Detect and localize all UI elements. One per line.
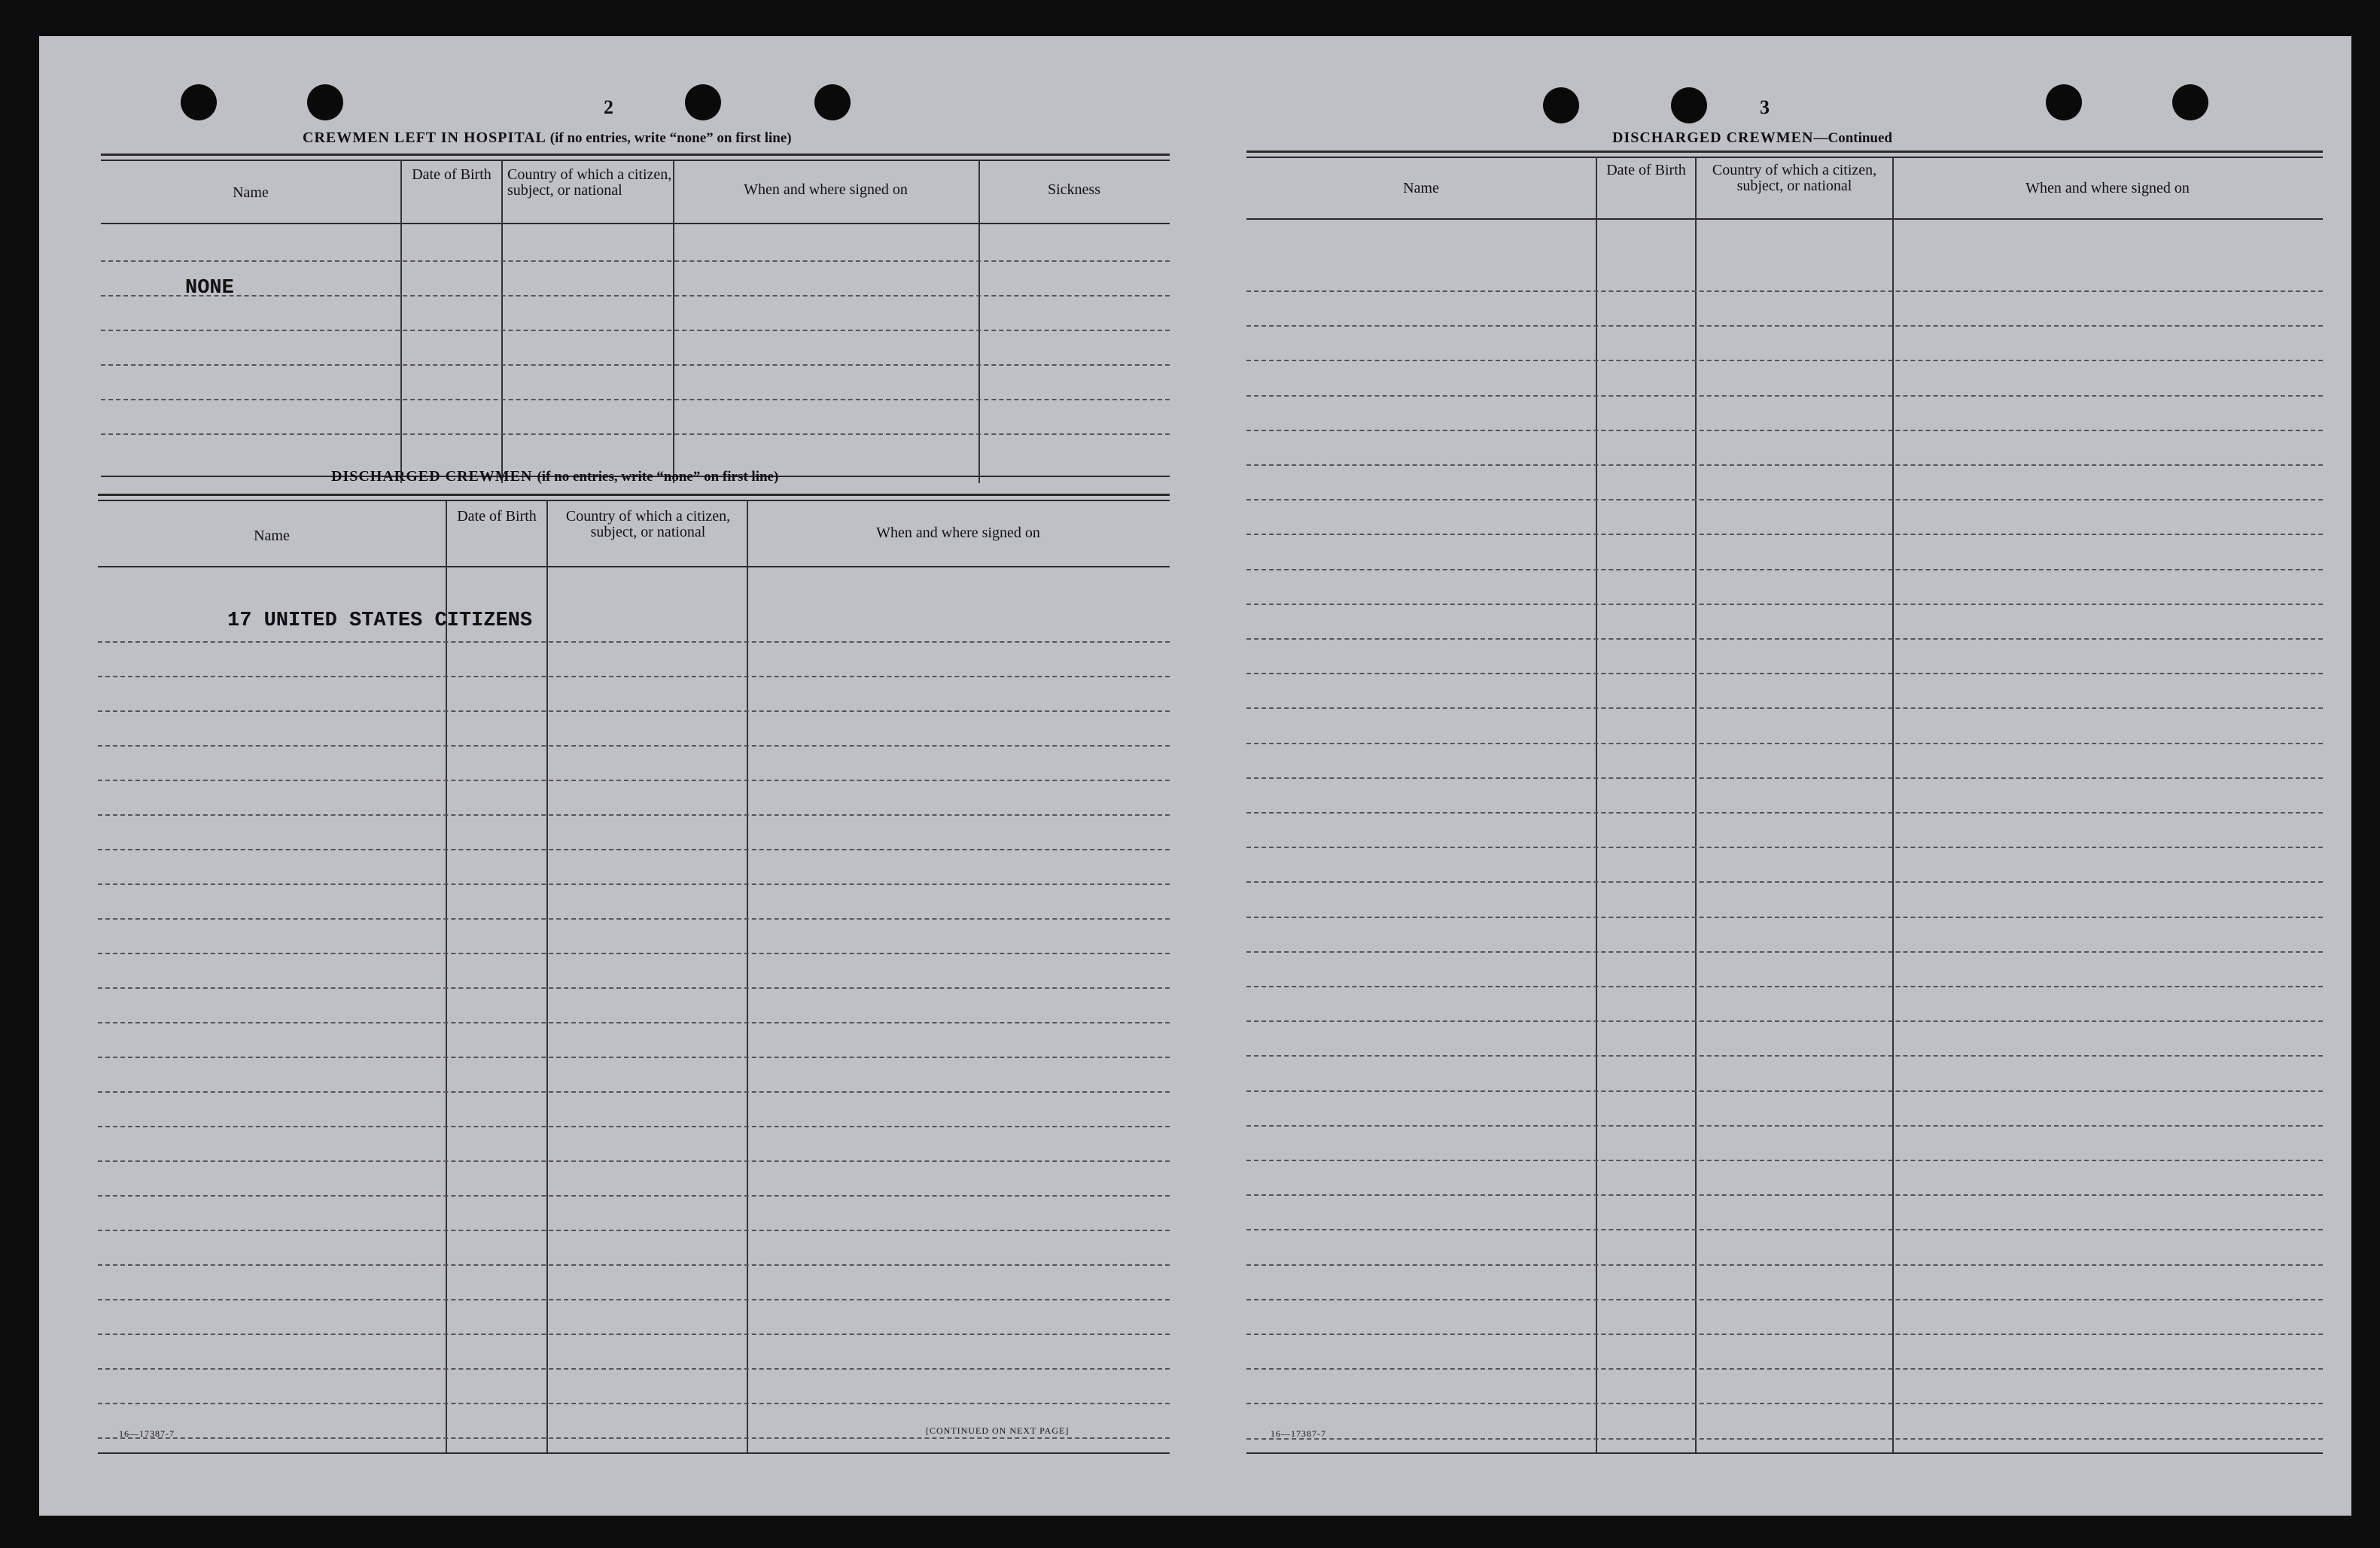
row-line bbox=[101, 330, 1170, 331]
row-line bbox=[1246, 1229, 2323, 1230]
punch-hole bbox=[2172, 84, 2208, 120]
column-header-signed-on: When and where signed on bbox=[876, 525, 1040, 541]
row-line bbox=[101, 295, 1170, 297]
header-bottom-rule bbox=[98, 566, 1170, 567]
table-top-rule bbox=[98, 494, 1170, 496]
row-line bbox=[98, 953, 1170, 954]
row-line bbox=[98, 1334, 1170, 1335]
column-header-signed-on: When and where signed on bbox=[2025, 180, 2190, 196]
header-bottom-rule bbox=[1246, 218, 2323, 220]
hospital-title-text: CREWMEN LEFT IN HOSPITAL bbox=[303, 129, 546, 146]
row-line bbox=[1246, 1438, 2323, 1440]
hospital-table bbox=[101, 154, 1170, 477]
header-bottom-rule bbox=[101, 223, 1170, 224]
discharged-instruction: (if no entries, write “none” on first line) bbox=[537, 469, 779, 485]
row-line bbox=[1246, 986, 2323, 987]
row-line bbox=[98, 918, 1170, 920]
row-line bbox=[1246, 360, 2323, 361]
column-header-name: Name bbox=[233, 184, 269, 201]
column-divider bbox=[446, 500, 447, 1454]
row-line bbox=[1246, 395, 2323, 397]
row-line bbox=[98, 1230, 1170, 1231]
row-line bbox=[1246, 569, 2323, 570]
row-line bbox=[98, 1299, 1170, 1300]
column-header-country: Country of which a citizen, subject, or national bbox=[565, 508, 731, 540]
continued-note: [CONTINUED ON NEXT PAGE] bbox=[926, 1425, 1070, 1436]
row-line bbox=[98, 849, 1170, 850]
table-bottom-rule bbox=[1246, 1452, 2323, 1454]
discharged-section-title bbox=[331, 468, 778, 485]
row-line bbox=[1246, 777, 2323, 779]
column-header-date-of-birth: Date of Birth bbox=[457, 508, 537, 525]
row-line bbox=[1246, 812, 2323, 814]
row-line bbox=[1246, 743, 2323, 744]
row-line bbox=[1246, 1264, 2323, 1266]
row-line bbox=[98, 710, 1170, 712]
table-top-rule bbox=[1246, 157, 2323, 158]
row-line bbox=[1246, 499, 2323, 500]
punch-hole bbox=[814, 84, 851, 120]
punch-hole bbox=[181, 84, 217, 120]
row-line bbox=[101, 433, 1170, 435]
row-line bbox=[98, 1403, 1170, 1404]
column-header-date-of-birth: Date of Birth bbox=[412, 166, 492, 183]
column-divider bbox=[747, 500, 748, 1454]
row-line bbox=[1246, 707, 2323, 709]
column-divider bbox=[1596, 157, 1597, 1454]
column-header-country: Country of which a citizen, subject, or national bbox=[1712, 162, 1877, 194]
column-header-name: Name bbox=[1403, 180, 1439, 196]
punch-hole bbox=[2046, 84, 2082, 120]
discharged-table-left bbox=[98, 494, 1170, 1454]
row-line bbox=[98, 1057, 1170, 1058]
table-top-rule bbox=[101, 154, 1170, 156]
form-number-left: 16—17387-7 bbox=[119, 1428, 175, 1439]
right-title-suffix: —Continued bbox=[1813, 130, 1892, 146]
column-header-sickness: Sickness bbox=[1048, 181, 1100, 198]
document-sheet bbox=[39, 36, 2351, 1516]
hospital-entry: NONE bbox=[185, 277, 234, 300]
discharged-table-right bbox=[1246, 151, 2323, 1454]
row-line bbox=[1246, 917, 2323, 918]
row-line bbox=[1246, 1020, 2323, 1022]
row-line bbox=[1246, 1125, 2323, 1127]
table-top-rule bbox=[98, 500, 1170, 501]
row-line bbox=[101, 399, 1170, 400]
punch-hole bbox=[307, 84, 343, 120]
table-top-rule bbox=[1246, 151, 2323, 153]
row-line bbox=[98, 676, 1170, 677]
row-line bbox=[1246, 1160, 2323, 1161]
page-number-right: 3 bbox=[1760, 96, 1770, 118]
row-line bbox=[1246, 638, 2323, 640]
row-line bbox=[101, 364, 1170, 366]
row-line bbox=[1246, 881, 2323, 883]
row-line bbox=[1246, 847, 2323, 848]
table-top-rule bbox=[101, 160, 1170, 161]
row-line bbox=[98, 1091, 1170, 1093]
column-divider bbox=[1695, 157, 1697, 1454]
row-line bbox=[98, 987, 1170, 989]
row-line bbox=[1246, 1090, 2323, 1092]
table-bottom-rule bbox=[98, 1452, 1170, 1454]
row-line bbox=[1246, 430, 2323, 431]
punch-hole bbox=[685, 84, 721, 120]
right-section-title bbox=[1612, 129, 1892, 147]
hospital-instruction: (if no entries, write “none” on first line) bbox=[549, 130, 792, 146]
row-line bbox=[1246, 534, 2323, 535]
row-line bbox=[101, 260, 1170, 262]
row-line bbox=[1246, 325, 2323, 327]
discharged-title-text: DISCHARGED CREWMEN bbox=[331, 468, 533, 485]
row-line bbox=[1246, 1368, 2323, 1370]
row-line bbox=[1246, 673, 2323, 674]
row-line bbox=[1246, 951, 2323, 953]
column-header-name: Name bbox=[254, 528, 290, 544]
punch-hole bbox=[1671, 87, 1707, 123]
row-line bbox=[98, 745, 1170, 747]
column-divider bbox=[546, 500, 548, 1454]
row-line bbox=[1246, 1403, 2323, 1404]
column-divider bbox=[1892, 157, 1894, 1454]
hospital-section-title bbox=[303, 129, 792, 147]
punch-hole bbox=[1543, 87, 1579, 123]
form-number-right: 16—17387-7 bbox=[1271, 1428, 1326, 1439]
row-line bbox=[98, 1126, 1170, 1127]
column-header-country: Country of which a citizen, subject, or national bbox=[507, 166, 672, 199]
row-line bbox=[98, 1022, 1170, 1023]
row-line bbox=[1246, 290, 2323, 292]
row-line bbox=[98, 1160, 1170, 1162]
row-line bbox=[98, 1195, 1170, 1197]
row-line bbox=[1246, 1334, 2323, 1335]
row-line bbox=[1246, 1299, 2323, 1300]
column-header-signed-on: When and where signed on bbox=[744, 181, 908, 198]
page-number-left: 2 bbox=[604, 96, 613, 118]
row-line bbox=[98, 1264, 1170, 1266]
row-line bbox=[98, 814, 1170, 816]
row-line bbox=[1246, 1194, 2323, 1196]
row-line bbox=[1246, 604, 2323, 605]
right-title-text: DISCHARGED CREWMEN bbox=[1612, 129, 1814, 146]
row-line bbox=[98, 1368, 1170, 1370]
row-line bbox=[98, 780, 1170, 781]
row-line bbox=[1246, 464, 2323, 466]
row-line bbox=[98, 1437, 1170, 1439]
row-line bbox=[98, 641, 1170, 643]
column-header-date-of-birth: Date of Birth bbox=[1606, 162, 1686, 178]
discharged-entry: 17 UNITED STATES CITIZENS bbox=[227, 610, 533, 632]
row-line bbox=[98, 883, 1170, 885]
row-line bbox=[1246, 1055, 2323, 1057]
